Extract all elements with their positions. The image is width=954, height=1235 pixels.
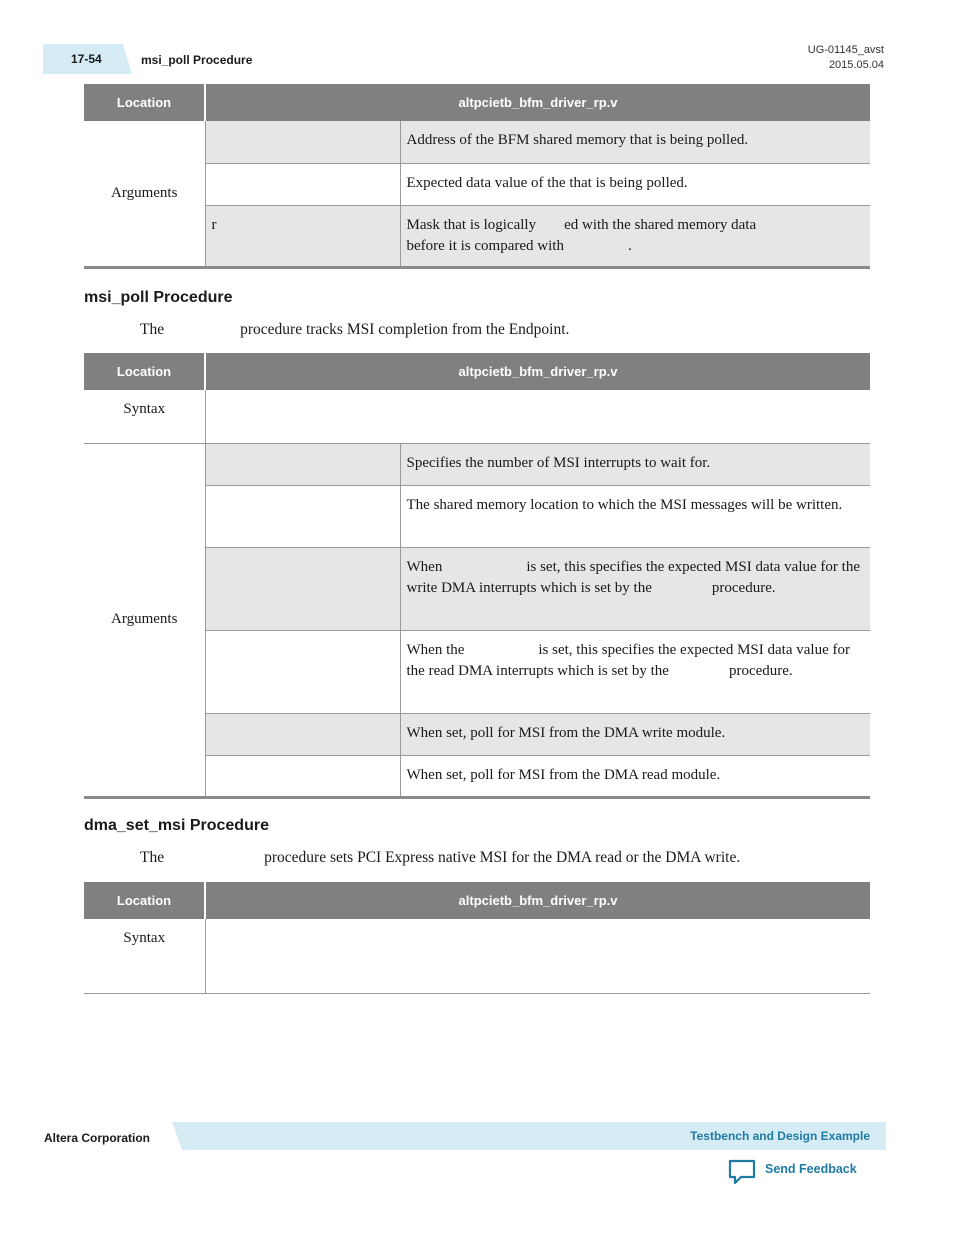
- argument-name: [205, 547, 400, 630]
- intro-part: The: [140, 321, 165, 338]
- desc-part: procedure.: [711, 579, 776, 596]
- argument-description: [400, 547, 870, 630]
- argument-description: When set, poll for MSI from the DMA read module.: [400, 755, 870, 797]
- location-header: Location: [84, 882, 205, 919]
- page-number: 17-54: [71, 52, 102, 66]
- document-id: UG-01145_avst: [807, 44, 884, 56]
- argument-name: [205, 713, 400, 755]
- argument-name: [205, 755, 400, 797]
- desc-part: is set, this specifies the expected MSI data value for the read DMA interrupts which is set by the: [406, 641, 850, 679]
- section-intro-dma-set-msi: [140, 849, 740, 867]
- section-heading-dma-set-msi: dma_set_msi Procedure: [84, 817, 269, 834]
- desc-part: .: [627, 237, 632, 254]
- argument-description: [400, 205, 870, 267]
- footer-company: Altera Corporation: [44, 1131, 151, 1145]
- desc-part: When the: [406, 641, 465, 658]
- argument-name: [205, 630, 400, 713]
- argument-description: Expected data value of the that is being polled.: [400, 163, 870, 205]
- desc-part: When: [406, 558, 443, 575]
- desc-part: ed with the shared memory data: [564, 216, 757, 233]
- intro-part: The: [140, 849, 165, 866]
- running-title: msi_poll Procedure: [141, 53, 253, 67]
- argument-name: [205, 485, 400, 547]
- document-meta: [808, 43, 884, 73]
- intro-part: procedure tracks MSI completion from the Endpoint.: [240, 321, 570, 338]
- argument-description: [400, 630, 870, 713]
- section-heading-msi-poll: msi_poll Procedure: [84, 289, 233, 306]
- speech-bubble-icon: [727, 1158, 757, 1186]
- argument-description: When set, poll for MSI from the DMA write module.: [400, 713, 870, 755]
- syntax-label: Syntax: [84, 919, 205, 993]
- desc-part: is set, this specifies the expected MSI data value for the write DMA interrupts which is set by the: [406, 558, 860, 596]
- document-date: 2015.05.04: [828, 59, 884, 71]
- syntax-value: [205, 919, 870, 993]
- argument-description: Specifies the number of MSI interrupts to wait for.: [400, 443, 870, 485]
- desc-part: procedure.: [728, 662, 793, 679]
- msi-poll-table: [84, 353, 870, 799]
- send-feedback-link[interactable]: [727, 1158, 857, 1186]
- syntax-value: [205, 390, 870, 443]
- intro-part: procedure sets PCI Express native MSI for the DMA read or the DMA write.: [264, 849, 741, 866]
- argument-description: Address of the BFM shared memory that is being polled.: [400, 121, 870, 163]
- argument-name: [205, 443, 400, 485]
- syntax-label: Syntax: [84, 390, 205, 443]
- desc-part: before it is compared with: [406, 237, 564, 254]
- location-file: altpcietb_bfm_driver_rp.v: [205, 882, 870, 919]
- footer-chapter-link[interactable]: Testbench and Design Example: [690, 1129, 870, 1143]
- arguments-label: Arguments: [84, 443, 205, 797]
- desc-part: Mask that is logically: [406, 216, 537, 233]
- argument-name: [205, 121, 400, 163]
- argument-name: [205, 163, 400, 205]
- section-intro-msi-poll: [140, 321, 569, 339]
- arguments-table-continued: [84, 84, 870, 269]
- argument-name: r: [205, 205, 400, 267]
- dma-set-msi-table: [84, 882, 870, 994]
- arguments-label: Arguments: [84, 121, 205, 267]
- location-header: Location: [84, 84, 205, 121]
- location-header: Location: [84, 353, 205, 390]
- send-feedback-label: Send Feedback: [765, 1162, 857, 1176]
- location-file: altpcietb_bfm_driver_rp.v: [205, 353, 870, 390]
- argument-description: The shared memory location to which the MSI messages will be written.: [400, 485, 870, 547]
- location-file: altpcietb_bfm_driver_rp.v: [205, 84, 870, 121]
